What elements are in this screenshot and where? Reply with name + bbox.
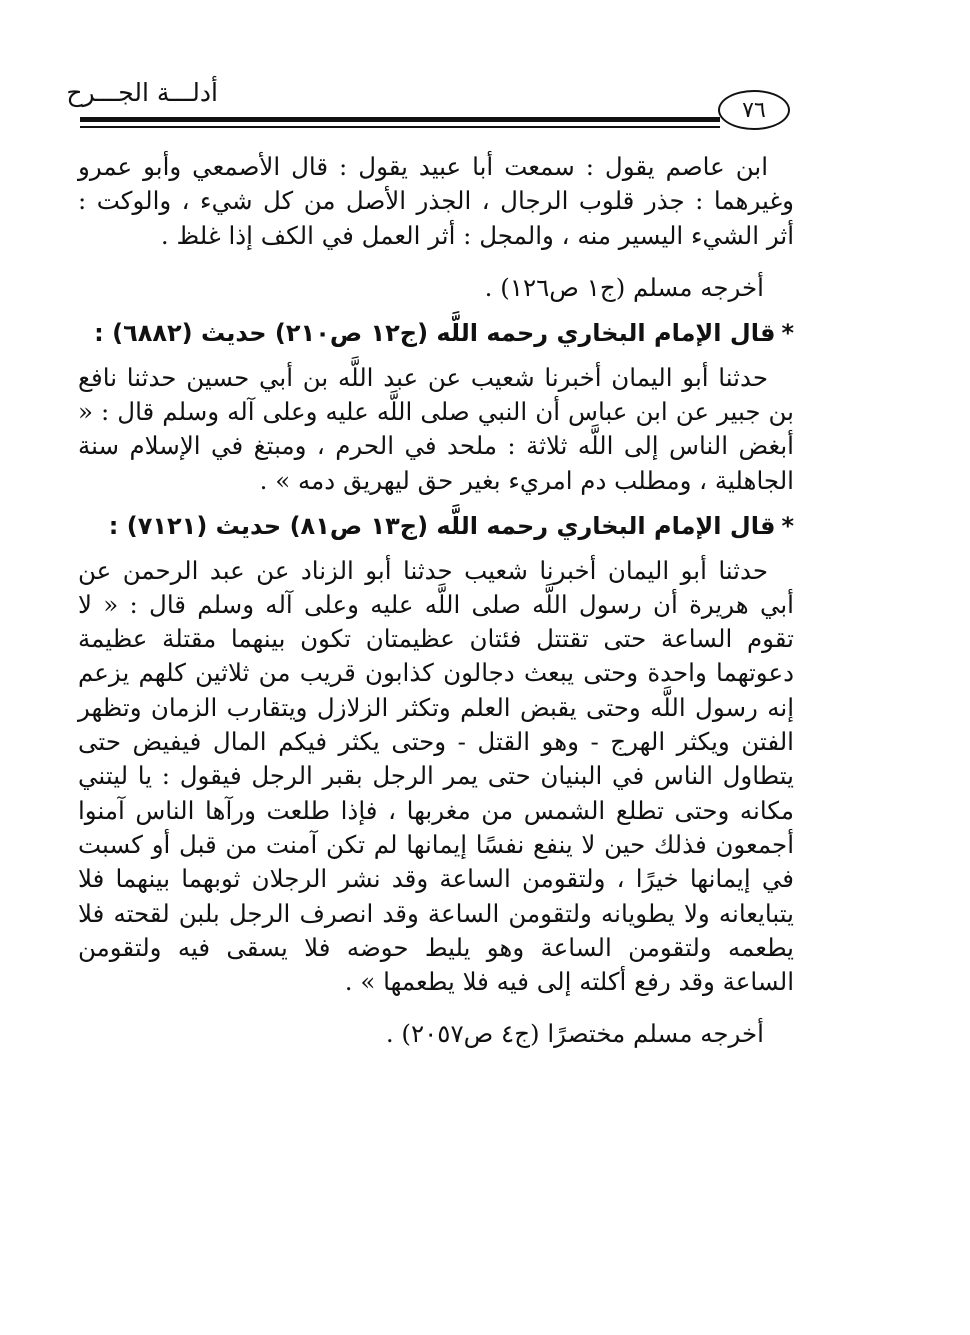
paragraph-1: ابن عاصم يقول : سمعت أبا عبيد يقول : قال الأصمعي وأبو عمرو وغيرهما : جذر قلوب الرجال ، الجذر الأصل من كل شيء ، والوكت : أثر الشيء اليسير منه ، والمجل : أثر العمل في الكف إذا غلظ . (78, 152, 794, 250)
source-note-1: أخرجه مسلم (ج١ ص١٢٦) . (484, 272, 764, 302)
paragraph-2: حدثنا أبو اليمان أخبرنا شعيب عن عبد اللَّه بن أبي حسين حدثنا نافع بن جبير عن ابن عباس أن النبي صلى اللَّه عليه وعلى آله وسلم قال : « أبغض الناس إلى اللَّه ثلاثة : ملحد في الحرم ، ومبتغ في الإسلام سنة الجاهلية ، ومطلب دم امريء بغير حق ليهريق دمه » . (78, 362, 794, 495)
hadith-heading-1-text: قال الإمام البخاري رحمه اللَّه (ج١٢ ص٢١٠) حديث (٦٨٨٢) : (94, 319, 776, 348)
header-rule-thick (80, 117, 720, 122)
hadith-heading-2-text: قال الإمام البخاري رحمه اللَّه (ج١٣ ص٨١) حديث (٧١٢١) : (108, 511, 776, 540)
page-number-badge (718, 90, 790, 130)
page-number: ٧٦ (742, 97, 766, 123)
source-note-2: أخرجه مسلم مختصرًا (ج٤ ص٢٠٥٧) . (385, 1019, 764, 1049)
star-bullet-icon: * (781, 511, 794, 540)
page-body (78, 150, 794, 1052)
running-title: أدلـــة الجـــرح (66, 78, 218, 107)
hadith-heading-2 (78, 510, 794, 544)
paragraph-3: حدثنا أبو اليمان أخبرنا شعيب حدثنا أبو الزناد عن عبد الرحمن عن أبي هريرة أن رسول اللَّه صلى اللَّه عليه وعلى آله وسلم قال : « لا تقوم الساعة حتى تقتتل فئتان عظيمتان تكون بينهما مقتلة عظيمة دعوتهما واحدة وحتى يبعث دجالون كذابون قريب من ثلاثين كلهم يزعم إنه رسول اللَّه وحتى يقبض العلم وتكثر الزلازل ويتقارب الزمان وتظهر الفتن ويكثر الهرج - وهو القتل - وحتى يكثر فيكم المال فيفيض حتى يتطاول الناس في البنيان حتى يمر الرجل بقبر الرجل فيقول : يا ليتني مكانه وحتى تطلع الشمس من مغربها ، فإذا طلعت ورآها الناس آمنوا أجمعون فذلك حين لا ينفع نفسًا إيمانها لم تكن آمنت من قبل أو كسبت في إيمانها خيرًا ، ولتقومن الساعة وقد نشر الرجلان ثوبهما بينهما فلا يتبايعانه ولا يطويانه ولتقومن الساعة وقد انصرف الرجل بلبن لقحته فلا يطعمه ولتقومن الساعة وهو يليط حوضه فلا يسقى فيه ولتقومن الساعة وقد رفع أكلته إلى فيه فلا يطعمها » . (78, 555, 794, 997)
hadith-heading-1 (78, 317, 794, 351)
header-rule-thin (80, 126, 720, 128)
star-bullet-icon: * (781, 319, 794, 348)
